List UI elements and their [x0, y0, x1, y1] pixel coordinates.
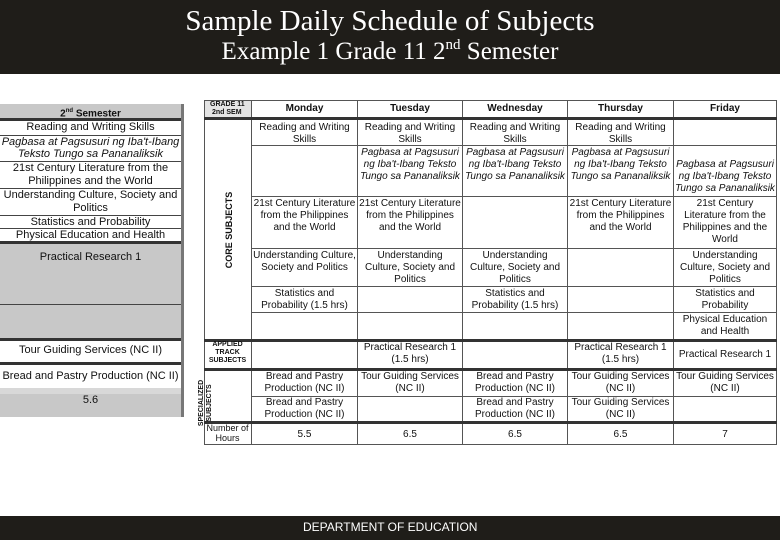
summary-tour: Tour Guiding Services (NC II)	[18, 344, 163, 356]
tue-literature: 21st Century Literature from the Philippines and the World	[359, 198, 461, 233]
core-subjects-label: CORE SUBJECTS	[224, 191, 234, 269]
grid-vline	[462, 100, 463, 445]
wed-hours: 6.5	[508, 429, 522, 440]
mon-statistics: Statistics and Probability (1.5 hrs)	[261, 288, 348, 311]
thu-reading-writing: Reading and Writing Skills	[575, 122, 666, 145]
grid-vline	[251, 100, 252, 445]
tue-tour-guiding: Tour Guiding Services (NC II)	[361, 371, 459, 394]
corner-grade: GRADE 11	[210, 101, 245, 108]
day-header-wednesday: Wednesday	[487, 103, 543, 114]
subtitle-main: Example 1 Grade 11 2	[221, 38, 446, 65]
summary-bread: Bread and Pastry Production (NC II)	[2, 370, 179, 382]
grid-hline	[251, 196, 777, 197]
fri-ucsp: Understanding Culture, Society and Politics	[679, 250, 771, 285]
summary-header-num: 2	[60, 108, 66, 120]
summary-core-1: Reading and Writing Skills	[26, 121, 155, 133]
summary-core-4b: Politics	[73, 202, 108, 214]
subtitle-sup: nd	[445, 37, 461, 53]
subtitle-end: Semester	[460, 38, 559, 65]
grid-hline	[251, 286, 777, 287]
grid-hline	[251, 248, 777, 249]
specialized-subjects-label: SPECIALIZED SUBJECTS	[198, 379, 213, 427]
wed-statistics: Statistics and Probability (1.5 hrs)	[471, 288, 559, 311]
summary-total: 5.6	[82, 394, 99, 406]
fri-pagbasa: Pagbasa at Pagsusuri ng Iba't-Ibang Teksto Tungo sa Pananaliksik	[675, 159, 775, 194]
grid-vline	[673, 100, 674, 445]
mon-reading-writing: Reading and Writing Skills	[259, 122, 350, 145]
grid-hline	[204, 117, 777, 120]
thu-tour-guiding-2: Tour Guiding Services (NC II)	[571, 397, 670, 420]
grid-hline	[251, 312, 777, 313]
grid-hline	[204, 421, 777, 424]
mon-bread-pastry-2: Bread and Pastry Production (NC II)	[264, 397, 345, 420]
fri-hours: 7	[722, 429, 728, 440]
corner-sem: 2nd SEM	[212, 109, 242, 116]
summary-header-text: Semester	[73, 108, 121, 120]
mon-literature: 21st Century Literature from the Philippines and the World	[253, 198, 356, 233]
mon-bread-pastry-1: Bread and Pastry Production (NC II)	[264, 371, 345, 394]
tue-ucsp: Understanding Culture, Society and Politics	[364, 250, 456, 285]
summary-core-2b: Teksto Tungo sa Pananaliksik	[18, 148, 163, 160]
thu-tour-guiding-1: Tour Guiding Services (NC II)	[571, 371, 670, 394]
summary-core-5: Statistics and Probability	[30, 216, 151, 228]
mon-hours: 5.5	[297, 429, 312, 440]
grid-hline	[204, 339, 777, 342]
fri-practical-research: Practical Research 1	[678, 349, 772, 360]
thu-literature: 21st Century Literature from the Philippines and the World	[569, 198, 672, 233]
day-header-friday: Friday	[709, 103, 740, 114]
thu-practical-research: Practical Research 1 (1.5 hrs)	[574, 342, 667, 365]
wed-pagbasa: Pagbasa at Pagsusuri ng Iba't-Ibang Teksto Tungo sa Pananaliksik	[465, 147, 565, 182]
summary-core-3b: Philippines and the World	[28, 175, 153, 187]
hours-label: Number of Hours	[206, 423, 249, 443]
wed-ucsp: Understanding Culture, Society and Politics	[469, 250, 561, 285]
thu-pagbasa: Pagbasa at Pagsusuri ng Iba't-Ibang Teksto Tungo sa Pananaliksik	[570, 147, 671, 182]
fri-literature: 21st Century Literature from the Philippines and the World	[682, 198, 768, 245]
grid-vline	[567, 100, 568, 445]
mon-ucsp: Understanding Culture, Society and Politics	[253, 250, 356, 273]
day-header-thursday: Thursday	[597, 103, 643, 114]
wed-bread-pastry-1: Bread and Pastry Production (NC II)	[474, 371, 556, 394]
summary-research: Practical Research 1	[39, 251, 142, 263]
summary-core-6: Physical Education and Health	[15, 229, 166, 241]
grid-hline	[204, 444, 777, 445]
thu-hours: 6.5	[613, 429, 628, 440]
tue-reading-writing: Reading and Writing Skills	[364, 122, 456, 145]
day-header-tuesday: Tuesday	[390, 103, 430, 114]
fri-pe-health: Physical Education and Health	[682, 314, 768, 337]
fri-tour-guiding: Tour Guiding Services (NC II)	[676, 371, 774, 394]
grid-vline	[357, 100, 358, 445]
summary-core-2a: Pagbasa at Pagsusuri ng Iba't-Ibang	[1, 136, 180, 148]
tue-hours: 6.5	[403, 429, 417, 440]
summary-header-sup: nd	[65, 108, 74, 114]
wed-reading-writing: Reading and Writing Skills	[469, 122, 561, 145]
tue-pagbasa: Pagbasa at Pagsusuri ng Iba't-Ibang Teksto Tungo sa Pananaliksik	[360, 147, 460, 182]
summary-core-4a: Understanding Culture, Society and	[3, 189, 178, 201]
footer-text: DEPARTMENT OF EDUCATION	[303, 520, 478, 534]
wed-bread-pastry-2: Bread and Pastry Production (NC II)	[474, 397, 556, 420]
tue-practical-research: Practical Research 1 (1.5 hrs)	[363, 342, 457, 365]
page-title: Sample Daily Schedule of Subjects	[185, 5, 595, 37]
applied-track-label: APPLIED TRACK SUBJECTS	[208, 341, 247, 364]
fri-statistics: Statistics and Probability	[695, 288, 755, 311]
summary-core-3a: 21st Century Literature from the	[12, 162, 169, 174]
grid-vline	[776, 100, 777, 445]
day-header-monday: Monday	[285, 103, 324, 114]
